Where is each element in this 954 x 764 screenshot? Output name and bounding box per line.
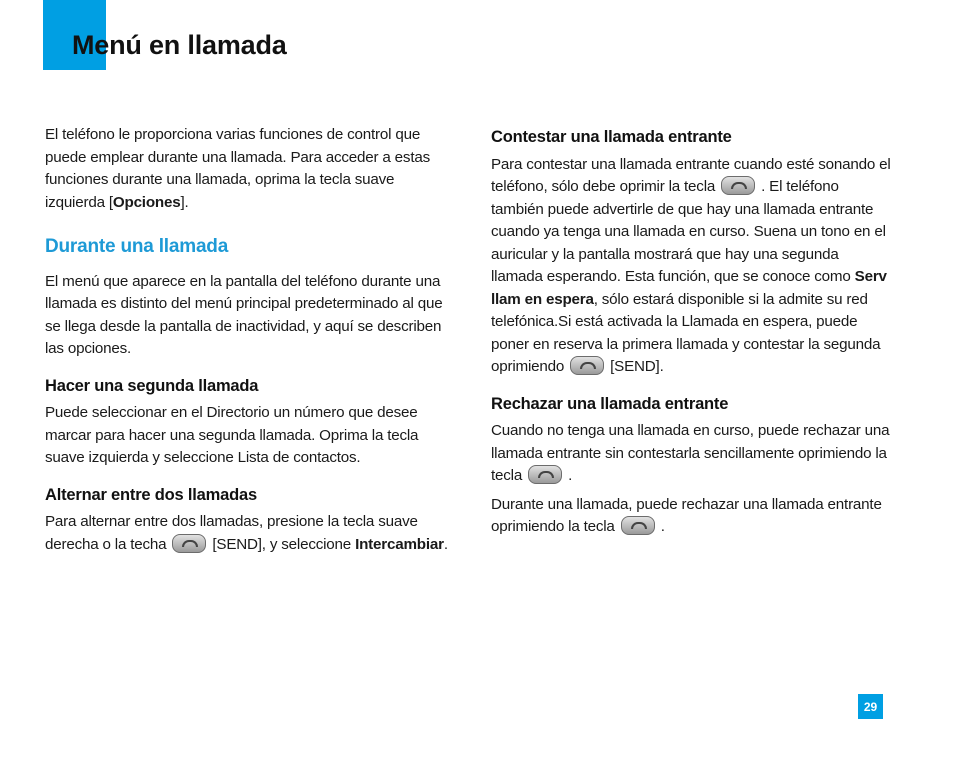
intro-text-post: ]. xyxy=(180,193,189,211)
answer-text-bold: Serv llam en espera xyxy=(491,268,887,308)
page-number: 29 xyxy=(858,694,883,719)
section-paragraph: El menú que aparece en la pantalla del teléfono durante una llamada es distinto del menú principal predeterminado al que se llega desde la pantalla de inactividad, y aquí se describen las opciones. xyxy=(45,272,443,357)
page-title: Menú en llamada xyxy=(72,30,287,60)
answer-text-4: [SEND]. xyxy=(610,358,664,375)
switch-text-pre: Para alternar entre dos llamadas, presione la tecla suave derecha o la techa xyxy=(45,513,418,553)
subtitle-reject-call: Rechazar una llamada entrante xyxy=(491,394,729,413)
reject-text-1: Cuando no tenga una llamada en curso, puede rechazar una llamada entrante sin contestarla sencillamente oprimiendo la tecla xyxy=(491,422,890,484)
answer-text-2: . El teléfono también puede advertirle de que hay una llamada entrante cuando ya tenga una llamada en curso. Suena un tono en el auricular y la pantalla mostrará que hay una segunda llamada esperando. Esta función, que se conoce como xyxy=(491,178,886,285)
send-key-icon xyxy=(721,176,755,195)
left-column xyxy=(45,124,450,556)
switch-text-bold: Intercambiar xyxy=(355,535,444,553)
intro-text-pre: El teléfono le proporciona varias funciones de control que puede emplear durante una llamada. Para acceder a estas funciones durante una llamada, oprima la tecla suave izquierda [ xyxy=(45,126,430,211)
section-title-during-call: Durante una llamada xyxy=(45,236,229,257)
intro-paragraph xyxy=(45,124,450,214)
reject-text-2-end: . xyxy=(660,518,665,535)
right-column xyxy=(491,124,891,539)
answer-text-3: , sólo estará disponible si la admite su red telefónica.Si está activada la Llamada en espera, puede poner en reserva la primera llamada y contestar la segunda oprimiendo xyxy=(491,290,881,375)
send-key-icon xyxy=(172,534,206,553)
reject-text-1-end: . xyxy=(568,467,573,484)
switch-text-post: . xyxy=(443,535,448,553)
reject-call-paragraph-1 xyxy=(491,420,891,488)
switch-text-mid: [SEND], y seleccione xyxy=(212,535,352,553)
answer-text-1: Para contestar una llamada entrante cuando esté sonando el teléfono, sólo debe oprimir la tecla xyxy=(491,155,891,195)
answer-call-paragraph xyxy=(491,154,891,379)
end-key-icon xyxy=(528,465,562,484)
end-key-icon xyxy=(621,516,655,535)
second-call-paragraph: Puede seleccionar en el Directorio un número que desee marcar para hacer una segunda llamada. Oprima la tecla suave izquierda y seleccione Lista de contactos. xyxy=(45,404,419,466)
subtitle-switch-calls: Alternar entre dos llamadas xyxy=(45,485,257,504)
reject-text-2: Durante una llamada, puede rechazar una llamada entrante oprimiendo la tecla xyxy=(491,495,882,535)
reject-call-paragraph-2 xyxy=(491,494,891,539)
send-key-icon xyxy=(570,356,604,375)
subtitle-second-call: Hacer una segunda llamada xyxy=(45,376,259,395)
subtitle-answer-call: Contestar una llamada entrante xyxy=(491,128,732,146)
intro-text-bold: Opciones xyxy=(112,193,181,211)
switch-calls-paragraph xyxy=(45,511,450,556)
